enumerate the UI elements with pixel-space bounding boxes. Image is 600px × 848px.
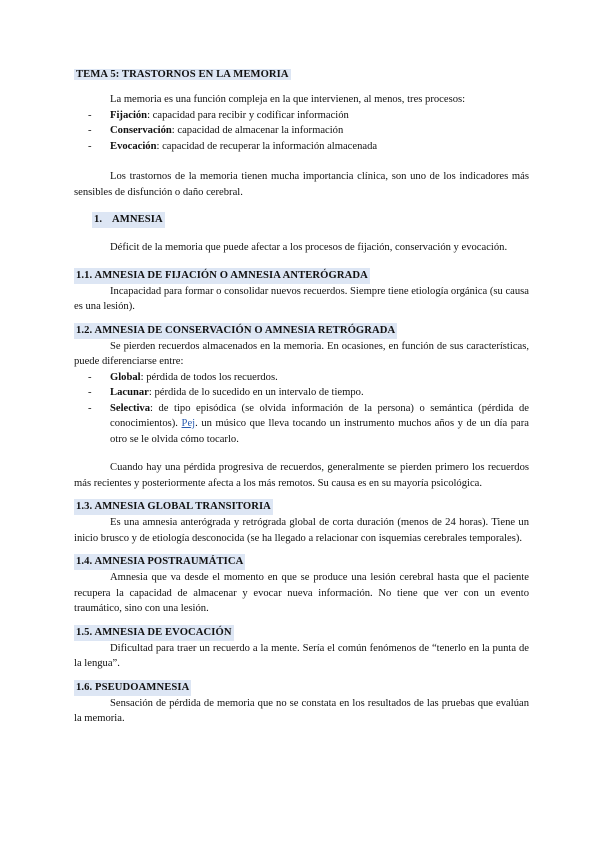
list-item: - Selectiva: de tipo episódica (se olvida información de la persona) o semántica (pérdida de conocimientos). Pej. un músico que lleva tocando un instrumento muchos años y de un día para otro se le olvida cómo tocarlo. — [88, 402, 529, 445]
pej-link[interactable]: Pej — [181, 418, 196, 429]
section-heading-1-5: 1.5. AMNESIA DE EVOCACIÓN — [74, 625, 529, 641]
list-item: - Conservación: capacidad de almacenar la información — [88, 125, 344, 136]
section-1-4-text: Amnesia que va desde el momento en que se produce una lesión cerebral hasta que el paciente recupera la capacidad de almacenar y evocar nueva información. No tiene que ver con un evento traumático, sino con una lesión. — [74, 572, 529, 614]
section-1-3-text: Es una amnesia anterógrada y retrógrada global de corta duración (menos de 24 horas). Tiene un inicio brusco y de etiología desconocida (se ha llegado a relacionar con isquemias cerebrales temporales). — [74, 517, 529, 544]
retrograde-types-list — [74, 370, 529, 448]
section-1-2-text: Se pierden recuerdos almacenados en la memoria. En ocasiones, en función de sus características, puede diferenciarse entre: — [74, 340, 529, 367]
process-list — [74, 108, 529, 155]
section-1-6-text: Sensación de pérdida de memoria que no se constata en los resultados de las pruebas que evalúan la memoria. — [74, 697, 529, 724]
section-1-2-extra: Cuando hay una pérdida progresiva de recuerdos, generalmente se pierden primero los recuerdos más recientes y posteriormente afecta a los más remotos. Su causa es en su mayoría psicológica. — [74, 462, 529, 489]
section-heading-1-6: 1.6. PSEUDOAMNESIA — [74, 680, 529, 696]
section-heading-1-2: 1.2. AMNESIA DE CONSERVACIÓN O AMNESIA RETRÓGRADA — [74, 323, 529, 339]
section-heading-1-1: 1.1. AMNESIA DE FIJACIÓN O AMNESIA ANTERÓGRADA — [74, 268, 529, 284]
section-heading-1-4: 1.4. AMNESIA POSTRAUMÁTICA — [74, 554, 529, 570]
section-1-1-text: Incapacidad para formar o consolidar nuevos recuerdos. Siempre tiene etiología orgánica (su causa es una lesión). — [74, 285, 529, 312]
document-page — [74, 66, 529, 727]
section-1-5-text: Dificultad para traer un recuerdo a la mente. Sería el común fenómenos de “tenerlo en la punta de la lengua”. — [74, 642, 529, 669]
list-item: - Evocación: capacidad de recuperar la información almacenada — [88, 140, 378, 152]
page-title: TEMA 5: TRASTORNOS EN LA MEMORIA — [76, 69, 289, 80]
list-item: - Lacunar: pérdida de lo sucedido en un intervalo de tiempo. — [88, 387, 364, 398]
section-1-text: Déficit de la memoria que puede afectar a los procesos de fijación, conservación y evocación. — [110, 242, 508, 253]
section-heading-1: 1. AMNESIA — [74, 212, 529, 228]
section-heading-1-3: 1.3. AMNESIA GLOBAL TRANSITORIA — [74, 499, 529, 515]
importance-paragraph: Los trastornos de la memoria tienen mucha importancia clínica, son uno de los indicadores más sensibles de disfunción o daño cerebral. — [74, 171, 529, 198]
list-item: - Global: pérdida de todos los recuerdos. — [88, 371, 278, 383]
list-item: - Fijación: capacidad para recibir y codificar información — [88, 109, 349, 121]
intro-paragraph: La memoria es una función compleja en la que intervienen, al menos, tres procesos: — [110, 94, 466, 105]
